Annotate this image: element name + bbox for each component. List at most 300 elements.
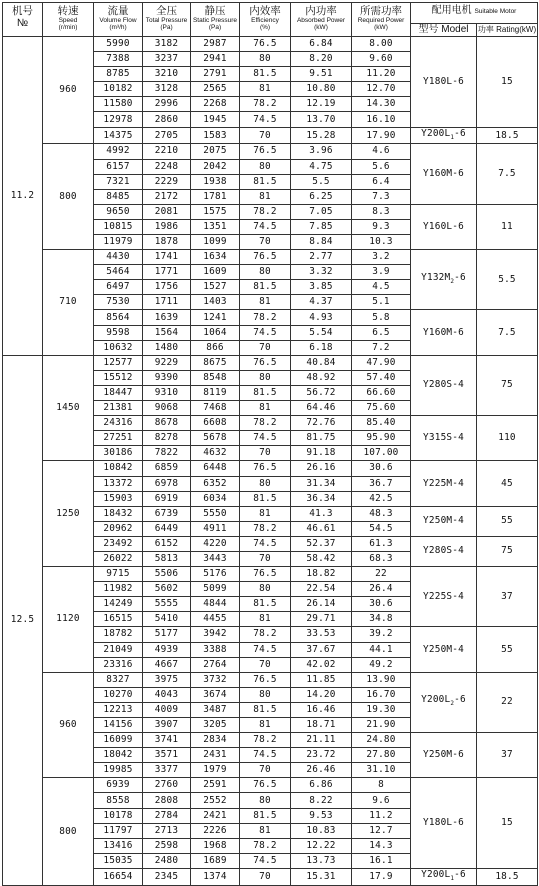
required-power-cell: 8 [352, 778, 411, 793]
header-motor-model: 型号 Model [411, 24, 477, 37]
required-power-cell: 31.10 [352, 763, 411, 778]
efficiency-cell: 70 [240, 235, 291, 250]
total-pressure-cell: 5555 [143, 597, 191, 612]
absorbed-power-cell: 13.73 [291, 853, 352, 868]
absorbed-power-cell: 37.67 [291, 642, 352, 657]
efficiency-cell: 81.5 [240, 280, 291, 295]
total-pressure-cell: 4667 [143, 657, 191, 672]
absorbed-power-cell: 11.85 [291, 672, 352, 687]
total-pressure-cell: 2480 [143, 853, 191, 868]
required-power-cell: 9.60 [352, 52, 411, 67]
total-pressure-cell: 2210 [143, 144, 191, 159]
static-pressure-cell: 5678 [191, 431, 240, 446]
efficiency-cell: 74.5 [240, 219, 291, 234]
required-power-cell: 9.3 [352, 219, 411, 234]
required-power-cell: 5.8 [352, 310, 411, 325]
total-pressure-cell: 1878 [143, 235, 191, 250]
absorbed-power-cell: 72.76 [291, 416, 352, 431]
flow-cell: 15035 [94, 853, 143, 868]
total-pressure-cell: 3571 [143, 748, 191, 763]
flow-cell: 10815 [94, 219, 143, 234]
header-static-pressure: 静压 Static Pressure (Pa) [191, 3, 240, 37]
total-pressure-cell: 2760 [143, 778, 191, 793]
header-motor-rating: 功率 Rating(kW) [477, 24, 538, 37]
absorbed-power-cell: 10.83 [291, 823, 352, 838]
static-pressure-cell: 2431 [191, 748, 240, 763]
required-power-cell: 44.1 [352, 642, 411, 657]
total-pressure-cell: 3237 [143, 52, 191, 67]
static-pressure-cell: 6034 [191, 491, 240, 506]
static-pressure-cell: 2226 [191, 823, 240, 838]
required-power-cell: 13.90 [352, 672, 411, 687]
absorbed-power-cell: 26.16 [291, 461, 352, 476]
required-power-cell: 48.3 [352, 506, 411, 521]
efficiency-cell: 70 [240, 763, 291, 778]
static-pressure-cell: 2791 [191, 67, 240, 82]
motor-model-cell: Y250M-6 [411, 733, 477, 778]
absorbed-power-cell: 36.34 [291, 491, 352, 506]
required-power-cell: 6.5 [352, 325, 411, 340]
absorbed-power-cell: 5.54 [291, 325, 352, 340]
required-power-cell: 49.2 [352, 657, 411, 672]
total-pressure-cell: 1741 [143, 250, 191, 265]
total-pressure-cell: 2860 [143, 112, 191, 127]
flow-cell: 6157 [94, 159, 143, 174]
machine-number-cell: 12.5 [3, 355, 43, 885]
absorbed-power-cell: 12.19 [291, 97, 352, 112]
required-power-cell: 34.8 [352, 612, 411, 627]
static-pressure-cell: 1575 [191, 204, 240, 219]
static-pressure-cell: 1583 [191, 127, 240, 144]
absorbed-power-cell: 22.54 [291, 582, 352, 597]
efficiency-cell: 81.5 [240, 702, 291, 717]
absorbed-power-cell: 23.72 [291, 748, 352, 763]
required-power-cell: 95.90 [352, 431, 411, 446]
static-pressure-cell: 6448 [191, 461, 240, 476]
speed-cell: 1120 [43, 567, 94, 673]
static-pressure-cell: 1403 [191, 295, 240, 310]
flow-cell: 14249 [94, 597, 143, 612]
required-power-cell: 22 [352, 567, 411, 582]
efficiency-cell: 76.5 [240, 144, 291, 159]
flow-cell: 21049 [94, 642, 143, 657]
motor-model-cell: Y160M-6 [411, 144, 477, 204]
absorbed-power-cell: 18.71 [291, 718, 352, 733]
efficiency-cell: 78.2 [240, 521, 291, 536]
absorbed-power-cell: 4.93 [291, 310, 352, 325]
static-pressure-cell: 1968 [191, 838, 240, 853]
static-pressure-cell: 3732 [191, 672, 240, 687]
absorbed-power-cell: 16.46 [291, 702, 352, 717]
efficiency-cell: 81 [240, 82, 291, 97]
required-power-cell: 4.6 [352, 144, 411, 159]
flow-cell: 11580 [94, 97, 143, 112]
flow-cell: 10178 [94, 808, 143, 823]
flow-cell: 13416 [94, 838, 143, 853]
motor-rating-cell: 22 [477, 672, 538, 732]
static-pressure-cell: 1979 [191, 763, 240, 778]
required-power-cell: 12.70 [352, 82, 411, 97]
total-pressure-cell: 5506 [143, 567, 191, 582]
static-pressure-cell: 1781 [191, 189, 240, 204]
absorbed-power-cell: 18.82 [291, 567, 352, 582]
static-pressure-cell: 3942 [191, 627, 240, 642]
total-pressure-cell: 1639 [143, 310, 191, 325]
efficiency-cell: 78.2 [240, 733, 291, 748]
total-pressure-cell: 2229 [143, 174, 191, 189]
flow-cell: 5990 [94, 37, 143, 52]
efficiency-cell: 81 [240, 612, 291, 627]
absorbed-power-cell: 15.31 [291, 868, 352, 885]
efficiency-cell: 81 [240, 718, 291, 733]
efficiency-cell: 78.2 [240, 627, 291, 642]
total-pressure-cell: 3975 [143, 672, 191, 687]
static-pressure-cell: 2552 [191, 793, 240, 808]
motor-model-cell: Y250M-4 [411, 506, 477, 536]
absorbed-power-cell: 31.34 [291, 476, 352, 491]
total-pressure-cell: 9229 [143, 355, 191, 370]
flow-cell: 24316 [94, 416, 143, 431]
required-power-cell: 27.80 [352, 748, 411, 763]
efficiency-cell: 76.5 [240, 567, 291, 582]
absorbed-power-cell: 52.37 [291, 536, 352, 551]
efficiency-cell: 78.2 [240, 97, 291, 112]
total-pressure-cell: 2713 [143, 823, 191, 838]
flow-cell: 10632 [94, 340, 143, 355]
static-pressure-cell: 7468 [191, 401, 240, 416]
efficiency-cell: 70 [240, 127, 291, 144]
efficiency-cell: 74.5 [240, 748, 291, 763]
static-pressure-cell: 1064 [191, 325, 240, 340]
total-pressure-cell: 4043 [143, 687, 191, 702]
total-pressure-cell: 2172 [143, 189, 191, 204]
flow-cell: 9598 [94, 325, 143, 340]
total-pressure-cell: 6739 [143, 506, 191, 521]
flow-cell: 26022 [94, 551, 143, 566]
total-pressure-cell: 9390 [143, 370, 191, 385]
static-pressure-cell: 1374 [191, 868, 240, 885]
motor-rating-cell: 5.5 [477, 250, 538, 310]
flow-cell: 23316 [94, 657, 143, 672]
required-power-cell: 30.6 [352, 461, 411, 476]
required-power-cell: 66.60 [352, 385, 411, 400]
flow-cell: 4992 [94, 144, 143, 159]
flow-cell: 6497 [94, 280, 143, 295]
table-row [3, 567, 538, 582]
efficiency-cell: 74.5 [240, 853, 291, 868]
header-absorbed-power: 内功率 Absorbed Power (kW) [291, 3, 352, 37]
table-row [3, 250, 538, 265]
flow-cell: 11979 [94, 235, 143, 250]
flow-cell: 13372 [94, 476, 143, 491]
total-pressure-cell: 6859 [143, 461, 191, 476]
efficiency-cell: 74.5 [240, 431, 291, 446]
efficiency-cell: 78.2 [240, 310, 291, 325]
efficiency-cell: 80 [240, 476, 291, 491]
flow-cell: 12577 [94, 355, 143, 370]
static-pressure-cell: 2421 [191, 808, 240, 823]
speed-cell: 960 [43, 37, 94, 144]
efficiency-cell: 81.5 [240, 67, 291, 82]
required-power-cell: 85.40 [352, 416, 411, 431]
flow-cell: 9650 [94, 204, 143, 219]
efficiency-cell: 76.5 [240, 778, 291, 793]
flow-cell: 18447 [94, 385, 143, 400]
efficiency-cell: 78.2 [240, 416, 291, 431]
motor-model-cell: Y180L-6 [411, 37, 477, 128]
table-row [3, 672, 538, 687]
efficiency-cell: 74.5 [240, 536, 291, 551]
static-pressure-cell: 3388 [191, 642, 240, 657]
required-power-cell: 26.4 [352, 582, 411, 597]
total-pressure-cell: 3182 [143, 37, 191, 52]
flow-cell: 23492 [94, 536, 143, 551]
required-power-cell: 11.20 [352, 67, 411, 82]
required-power-cell: 42.5 [352, 491, 411, 506]
motor-model-cell: Y160M-6 [411, 310, 477, 355]
absorbed-power-cell: 64.46 [291, 401, 352, 416]
required-power-cell: 47.90 [352, 355, 411, 370]
required-power-cell: 12.7 [352, 823, 411, 838]
flow-cell: 21381 [94, 401, 143, 416]
static-pressure-cell: 1527 [191, 280, 240, 295]
total-pressure-cell: 6152 [143, 536, 191, 551]
motor-rating-cell: 110 [477, 416, 538, 461]
total-pressure-cell: 3210 [143, 67, 191, 82]
total-pressure-cell: 3907 [143, 718, 191, 733]
motor-rating-cell: 18.5 [477, 127, 538, 144]
absorbed-power-cell: 13.70 [291, 112, 352, 127]
efficiency-cell: 78.2 [240, 838, 291, 853]
efficiency-cell: 81.5 [240, 174, 291, 189]
total-pressure-cell: 6449 [143, 521, 191, 536]
flow-cell: 7321 [94, 174, 143, 189]
static-pressure-cell: 5099 [191, 582, 240, 597]
flow-cell: 11982 [94, 582, 143, 597]
absorbed-power-cell: 3.96 [291, 144, 352, 159]
required-power-cell: 107.00 [352, 446, 411, 461]
static-pressure-cell: 1099 [191, 235, 240, 250]
required-power-cell: 39.2 [352, 627, 411, 642]
speed-cell: 1250 [43, 461, 94, 567]
required-power-cell: 14.30 [352, 97, 411, 112]
total-pressure-cell: 4009 [143, 702, 191, 717]
efficiency-cell: 70 [240, 657, 291, 672]
efficiency-cell: 80 [240, 265, 291, 280]
static-pressure-cell: 3205 [191, 718, 240, 733]
required-power-cell: 61.3 [352, 536, 411, 551]
efficiency-cell: 80 [240, 159, 291, 174]
efficiency-cell: 81.5 [240, 808, 291, 823]
required-power-cell: 3.2 [352, 250, 411, 265]
flow-cell: 15903 [94, 491, 143, 506]
flow-cell: 14375 [94, 127, 143, 144]
required-power-cell: 16.10 [352, 112, 411, 127]
required-power-cell: 54.5 [352, 521, 411, 536]
flow-cell: 6939 [94, 778, 143, 793]
motor-model-cell: Y225S-4 [411, 567, 477, 627]
required-power-cell: 24.80 [352, 733, 411, 748]
required-power-cell: 5.1 [352, 295, 411, 310]
required-power-cell: 30.6 [352, 597, 411, 612]
absorbed-power-cell: 7.05 [291, 204, 352, 219]
flow-cell: 8327 [94, 672, 143, 687]
header-required-power: 所需功率 Required Power (kW) [352, 3, 411, 37]
required-power-cell: 7.2 [352, 340, 411, 355]
absorbed-power-cell: 8.20 [291, 52, 352, 67]
efficiency-cell: 76.5 [240, 672, 291, 687]
static-pressure-cell: 2075 [191, 144, 240, 159]
motor-model-cell: Y250M-4 [411, 627, 477, 672]
static-pressure-cell: 2941 [191, 52, 240, 67]
total-pressure-cell: 2345 [143, 868, 191, 885]
total-pressure-cell: 1480 [143, 340, 191, 355]
static-pressure-cell: 8675 [191, 355, 240, 370]
flow-cell: 5464 [94, 265, 143, 280]
static-pressure-cell: 3487 [191, 702, 240, 717]
fan-performance-table [2, 2, 538, 886]
flow-cell: 7530 [94, 295, 143, 310]
motor-rating-cell: 15 [477, 778, 538, 869]
motor-model-cell: Y180L-6 [411, 778, 477, 869]
speed-cell: 1450 [43, 355, 94, 461]
motor-rating-cell: 7.5 [477, 310, 538, 355]
absorbed-power-cell: 48.92 [291, 370, 352, 385]
efficiency-cell: 76.5 [240, 355, 291, 370]
static-pressure-cell: 1351 [191, 219, 240, 234]
motor-rating-cell: 11 [477, 204, 538, 249]
efficiency-cell: 76.5 [240, 37, 291, 52]
total-pressure-cell: 6919 [143, 491, 191, 506]
static-pressure-cell: 1609 [191, 265, 240, 280]
efficiency-cell: 76.5 [240, 250, 291, 265]
motor-model-cell: $Y200L_1-6$ [411, 127, 477, 144]
absorbed-power-cell: 21.11 [291, 733, 352, 748]
total-pressure-cell: 5602 [143, 582, 191, 597]
flow-cell: 8785 [94, 67, 143, 82]
static-pressure-cell: 2834 [191, 733, 240, 748]
required-power-cell: 16.1 [352, 853, 411, 868]
required-power-cell: 4.5 [352, 280, 411, 295]
efficiency-cell: 74.5 [240, 325, 291, 340]
motor-rating-cell: 37 [477, 567, 538, 627]
absorbed-power-cell: 91.18 [291, 446, 352, 461]
static-pressure-cell: 1938 [191, 174, 240, 189]
efficiency-cell: 81 [240, 189, 291, 204]
motor-rating-cell: 15 [477, 37, 538, 128]
flow-cell: 12978 [94, 112, 143, 127]
static-pressure-cell: 6352 [191, 476, 240, 491]
flow-cell: 15512 [94, 370, 143, 385]
absorbed-power-cell: 15.28 [291, 127, 352, 144]
absorbed-power-cell: 26.46 [291, 763, 352, 778]
efficiency-cell: 78.2 [240, 204, 291, 219]
absorbed-power-cell: 46.61 [291, 521, 352, 536]
static-pressure-cell: 5550 [191, 506, 240, 521]
absorbed-power-cell: 58.42 [291, 551, 352, 566]
flow-cell: 14156 [94, 718, 143, 733]
flow-cell: 16654 [94, 868, 143, 885]
flow-cell: 16515 [94, 612, 143, 627]
static-pressure-cell: 2764 [191, 657, 240, 672]
total-pressure-cell: 2705 [143, 127, 191, 144]
total-pressure-cell: 8678 [143, 416, 191, 431]
static-pressure-cell: 866 [191, 340, 240, 355]
absorbed-power-cell: 3.32 [291, 265, 352, 280]
static-pressure-cell: 5176 [191, 567, 240, 582]
efficiency-cell: 81.5 [240, 385, 291, 400]
total-pressure-cell: 3377 [143, 763, 191, 778]
efficiency-cell: 70 [240, 340, 291, 355]
flow-cell: 4430 [94, 250, 143, 265]
flow-cell: 8485 [94, 189, 143, 204]
efficiency-cell: 80 [240, 52, 291, 67]
required-power-cell: 9.6 [352, 793, 411, 808]
motor-model-cell: Y280S-4 [411, 355, 477, 415]
table-row [3, 461, 538, 476]
motor-rating-cell: 7.5 [477, 144, 538, 204]
flow-cell: 8564 [94, 310, 143, 325]
efficiency-cell: 80 [240, 582, 291, 597]
total-pressure-cell: 6978 [143, 476, 191, 491]
required-power-cell: 7.3 [352, 189, 411, 204]
motor-model-cell: Y225M-4 [411, 461, 477, 506]
static-pressure-cell: 1634 [191, 250, 240, 265]
speed-cell: 960 [43, 672, 94, 778]
static-pressure-cell: 4844 [191, 597, 240, 612]
header-suitable-motor: 配用电机 Suitable Motor [411, 3, 538, 24]
absorbed-power-cell: 41.3 [291, 506, 352, 521]
header-speed: 转速 Speed (r/min) [43, 3, 94, 37]
total-pressure-cell: 2598 [143, 838, 191, 853]
motor-rating-cell: 75 [477, 355, 538, 415]
absorbed-power-cell: 12.22 [291, 838, 352, 853]
table-row [3, 355, 538, 370]
table-body [3, 37, 538, 886]
flow-cell: 27251 [94, 431, 143, 446]
static-pressure-cell: 4455 [191, 612, 240, 627]
absorbed-power-cell: 3.85 [291, 280, 352, 295]
required-power-cell: 8.3 [352, 204, 411, 219]
absorbed-power-cell: 7.85 [291, 219, 352, 234]
absorbed-power-cell: 4.37 [291, 295, 352, 310]
efficiency-cell: 81 [240, 401, 291, 416]
static-pressure-cell: 1945 [191, 112, 240, 127]
required-power-cell: 75.60 [352, 401, 411, 416]
flow-cell: 10270 [94, 687, 143, 702]
absorbed-power-cell: 40.84 [291, 355, 352, 370]
motor-model-cell: $Y132M_2-6$ [411, 250, 477, 310]
total-pressure-cell: 9310 [143, 385, 191, 400]
table-row [3, 778, 538, 793]
required-power-cell: 6.4 [352, 174, 411, 189]
motor-model-cell: Y160L-6 [411, 204, 477, 249]
flow-cell: 16099 [94, 733, 143, 748]
header-row [3, 3, 538, 24]
flow-cell: 11797 [94, 823, 143, 838]
static-pressure-cell: 8119 [191, 385, 240, 400]
absorbed-power-cell: 6.25 [291, 189, 352, 204]
total-pressure-cell: 2996 [143, 97, 191, 112]
speed-cell: 800 [43, 144, 94, 250]
absorbed-power-cell: 9.53 [291, 808, 352, 823]
absorbed-power-cell: 9.51 [291, 67, 352, 82]
absorbed-power-cell: 4.75 [291, 159, 352, 174]
total-pressure-cell: 2784 [143, 808, 191, 823]
absorbed-power-cell: 6.86 [291, 778, 352, 793]
absorbed-power-cell: 26.14 [291, 597, 352, 612]
required-power-cell: 16.70 [352, 687, 411, 702]
